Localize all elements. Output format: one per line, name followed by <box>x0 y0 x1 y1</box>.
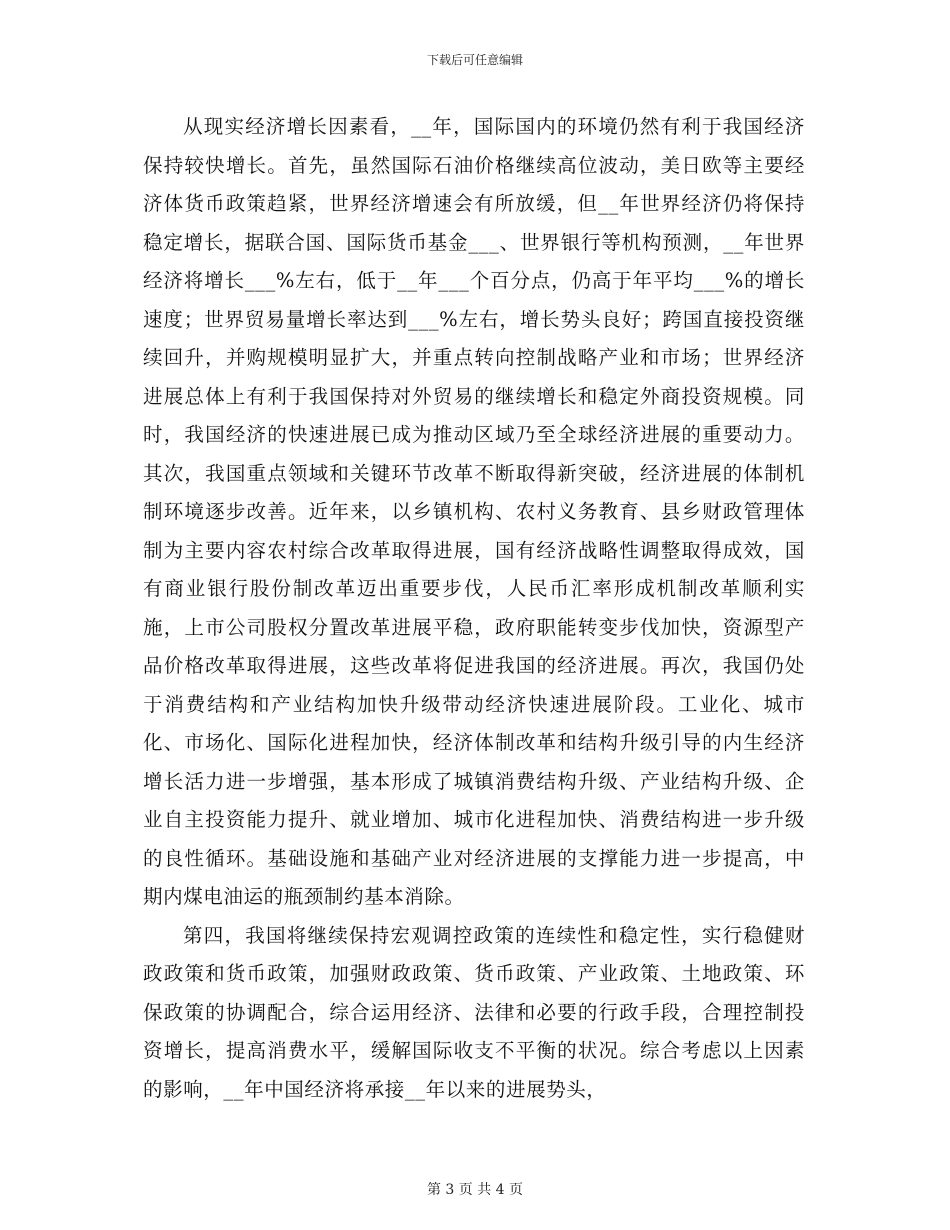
page-number-footer: 第 3 页 共 4 页 <box>426 1182 524 1198</box>
page-header-note: 下载后可任意编辑 <box>426 53 523 67</box>
paragraph-economic-factors: 从现实经济增长因素看，__年，国际国内的环境仍然有利于我国经济保持较快增长。首先，虽然国际石油价格继续高位波动，美日欧等主要经济体货币政策趋紧，世界经济增速会有所放缓，但__年世界经济仍将保持稳定增长，据联合国、国际货币基金___、世界银行等机构预测，__年世界经济将增长___%左右，低于__年___个百分点，仍高于年平均___%的增长速度；世界贸易量增长率达到___%左右，增长势头良好；跨国直接投资继续回升，并购规模明显扩大，并重点转向控制战略产业和市场；世界经济进展总体上有利于我国保持对外贸易的继续增长和稳定外商投资规模。同时，我国经济的快速进展已成为推动区域乃至全球经济进展的重要动力。其次，我国重点领域和关键环节改革不断取得新突破，经济进展的体制机制环境逐步改善。近年来，以乡镇机构、农村义务教育、县乡财政管理体制为主要内容农村综合改革取得进展，国有经济战略性调整取得成效，国有商业银行股份制改革迈出重要步伐，人民币汇率形成机制改革顺利实施，上市公司股权分置改革进展平稳，政府职能转变步伐加快，资源型产品价格改革取得进展，这些改革将促进我国的经济进展。再次，我国仍处于消费结构和产业结构加快升级带动经济快速进展阶段。工业化、城市化、市场化、国际化进程加快，经济体制改革和结构升级引导的内生经济增长活力进一步增强，基本形成了城镇消费结构升级、产业结构升级、企业自主投资能力提升、就业增加、城市化进程加快、消费结构进一步升级的良性循环。基础设施和基础产业对经济进展的支撑能力进一步提高，中期内煤电油运的瓶颈制约基本消除。 <box>143 115 805 908</box>
document-body <box>143 108 805 1109</box>
paragraph-macro-policy: 第四，我国将继续保持宏观调控政策的连续性和稳定性，实行稳健财政政策和货币政策，加强财政政策、货币政策、产业政策、土地政策、环保政策的协调配合，综合运用经济、法律和必要的行政手段，合理控制投资增长，提高消费水平，缓解国际收支不平衡的状况。综合考虑以上因素的影响，__年中国经济将承接__年以来的进展势头， <box>143 923 805 1101</box>
